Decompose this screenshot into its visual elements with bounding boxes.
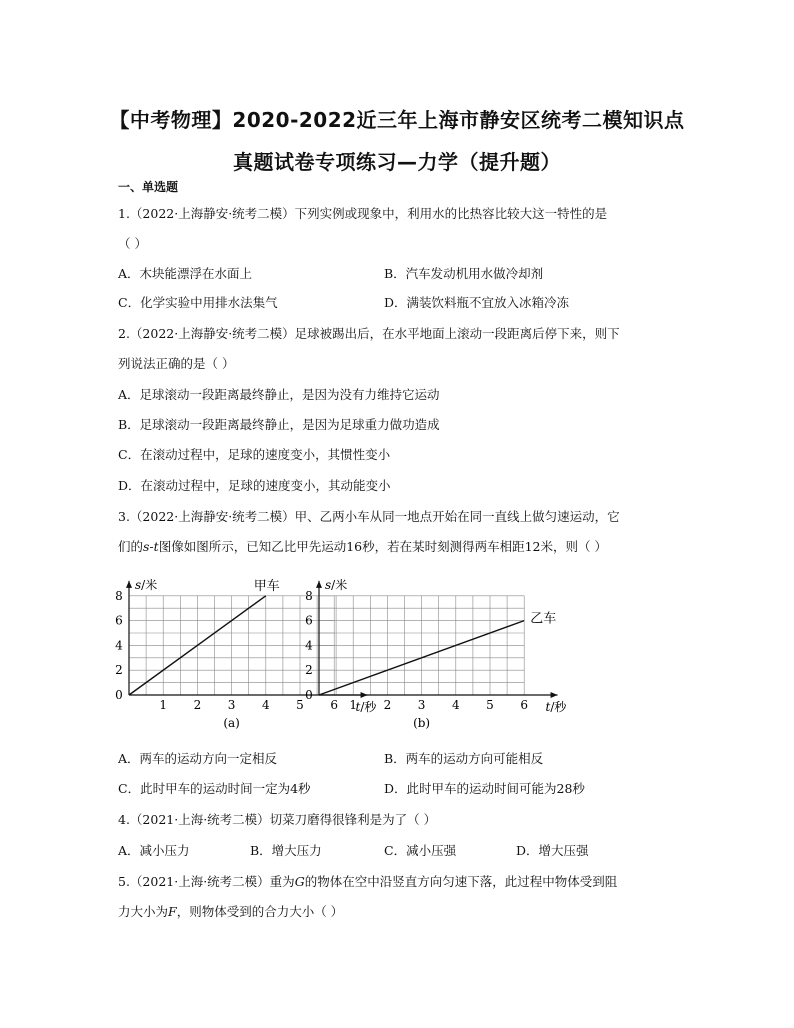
x-tick-label: 4 — [451, 698, 460, 712]
q1-option-b: B．汽车发动机用水做冷却剂 — [384, 266, 544, 281]
q4-option-c: C．减小压强 — [384, 843, 457, 858]
y-axis-var: s — [325, 577, 332, 592]
chart-caption: (a) — [223, 716, 240, 730]
q3-option-c: C．此时甲车的运动时间一定为4秒 — [118, 781, 311, 796]
q5-var-f: F — [168, 904, 177, 919]
x-tick-label: 1 — [159, 698, 168, 712]
x-tick-label: 1 — [349, 698, 358, 712]
x-axis-unit: /秒 — [550, 700, 567, 714]
y-axis-arrow — [126, 581, 132, 588]
x-tick-label: 2 — [383, 698, 392, 712]
x-tick-label: 3 — [417, 698, 426, 712]
section-heading: 一、单选题 — [118, 180, 179, 194]
q3-stem-line2-a: 们的 — [118, 539, 144, 554]
chart-a — [112, 566, 377, 736]
q1-stem-line2: （ ） — [118, 236, 147, 251]
x-axis-label — [546, 699, 568, 714]
series-label: 乙车 — [530, 611, 557, 627]
x-axis-var: t — [355, 700, 361, 714]
y-tick-label: 6 — [115, 613, 123, 628]
y-tick-label: 0 — [305, 688, 313, 702]
q5-stem-line2-a: 力大小为 — [118, 904, 169, 919]
page-title-line1: 【中考物理】2020-2022近三年上海市静安区统考二模知识点 — [109, 108, 685, 132]
y-tick-label: 0 — [115, 688, 123, 702]
q3-option-a: A．两车的运动方向一定相反 — [118, 751, 278, 766]
q2-option-b: B．足球滚动一段距离最终静止，是因为足球重力做功造成 — [118, 417, 440, 432]
y-tick-label: 6 — [305, 613, 313, 628]
x-tick-label: 5 — [296, 698, 304, 712]
y-axis-label — [325, 577, 347, 592]
q4-option-b: B．增大压力 — [250, 843, 322, 858]
y-axis-var: s — [135, 577, 142, 592]
x-tick-label: 2 — [193, 698, 202, 712]
q5-stem-line1-a: 5.（2021·上海·统考二模）重为 — [118, 874, 295, 889]
q2-stem-line1: 2.（2022·上海静安·统考二模）足球被踢出后，在水平地面上滚动一段距离后停下来，则下 — [118, 326, 620, 341]
q2-option-d: D．在滚动过程中，足球的速度变小，其动能变小 — [118, 478, 391, 493]
q3-option-b: B．两车的运动方向可能相反 — [384, 751, 544, 766]
q4-stem: 4.（2021·上海·统考二模）切菜刀磨得很锋利是为了（ ） — [118, 812, 437, 827]
y-tick-label: 2 — [115, 663, 123, 678]
x-tick-label: 4 — [261, 698, 270, 712]
q1-option-a: A．木块能漂浮在水面上 — [118, 266, 253, 281]
q1-option-c: C．化学实验中用排水法集气 — [118, 295, 278, 310]
q3-option-d: D．此时甲车的运动时间可能为28秒 — [384, 781, 585, 796]
q1-option-d: D．满装饮料瓶不宜放入冰箱冷冻 — [384, 295, 570, 310]
y-tick-label: 8 — [305, 588, 313, 603]
y-axis-unit: /米 — [331, 577, 348, 592]
chart-caption: (b) — [413, 716, 431, 730]
x-axis-unit: /秒 — [360, 700, 377, 714]
series-label: 甲车 — [253, 578, 280, 594]
y-tick-label: 2 — [305, 663, 313, 678]
q3-stem-line1: 3.（2022·上海静安·统考二模）甲、乙两小车从同一地点开始在同一直线上做匀速运动，它 — [118, 509, 620, 524]
q2-option-a: A．足球滚动一段距离最终静止，是因为没有力维持它运动 — [118, 387, 440, 402]
page-title-line2: 真题试卷专项练习—力学（提升题） — [233, 150, 561, 174]
q5-var-g: G — [294, 874, 305, 889]
q5-stem-line2 — [118, 902, 343, 920]
x-tick-label: 3 — [227, 698, 236, 712]
q3-st-variable: s-t — [143, 539, 159, 554]
q5-stem-line1 — [118, 872, 617, 890]
x-axis-var: t — [545, 700, 551, 714]
y-axis-arrow — [316, 581, 322, 588]
q2-stem-line2: 列说法正确的是（ ） — [118, 356, 235, 371]
q3-stem-line2 — [118, 537, 607, 555]
y-axis-unit: /米 — [141, 577, 158, 592]
y-axis-label — [135, 577, 157, 592]
chart-b — [302, 566, 567, 736]
q1-stem-line1: 1.（2022·上海静安·统考二模）下列实例或现象中，利用水的比热容比较大这一特性的是 — [118, 206, 608, 221]
q3-stem-line2-b: 图像如图所示，已知乙比甲先运动16秒，若在某时刻测得两车相距12米，则（ ） — [158, 539, 607, 554]
x-tick-label: 6 — [330, 698, 339, 712]
q4-option-d: D．增大压强 — [516, 843, 589, 858]
x-tick-label: 6 — [520, 698, 529, 712]
y-tick-label: 4 — [305, 638, 313, 653]
q5-stem-line1-b: 的物体在空中沿竖直方向匀速下落，此过程中物体受到阻 — [304, 874, 618, 889]
y-tick-label: 8 — [115, 588, 123, 603]
q4-option-a: A．减小压力 — [118, 843, 190, 858]
q2-option-c: C．在滚动过程中，足球的速度变小，其惯性变小 — [118, 447, 391, 462]
y-tick-label: 4 — [115, 638, 123, 653]
x-axis-arrow — [551, 692, 558, 698]
q5-stem-line2-b: ，则物体受到的合力大小（ ） — [176, 904, 344, 919]
x-tick-label: 5 — [486, 698, 494, 712]
